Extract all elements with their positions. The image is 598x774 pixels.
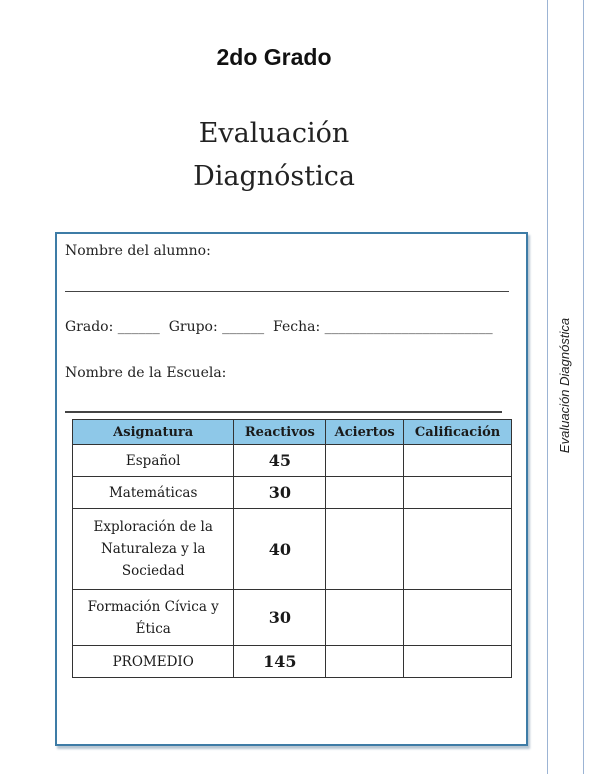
- grade-cell[interactable]: [404, 646, 512, 678]
- subtitle-line-1: Evaluación: [198, 118, 350, 149]
- grade-group-date-line: [65, 319, 493, 335]
- grade-cell[interactable]: [404, 477, 512, 509]
- table-header-row: [73, 420, 512, 445]
- table-row: [73, 477, 512, 509]
- table-row: [73, 590, 512, 646]
- grade-title: 2do Grado: [216, 44, 332, 70]
- header-items: Reactivos: [234, 420, 326, 445]
- grade-field[interactable]: Grado: ______: [65, 319, 160, 335]
- subject-cell: Exploración de la Naturaleza y la Sociedad: [73, 509, 234, 590]
- side-tab-left-border: [547, 0, 548, 774]
- items-cell: 30: [234, 590, 326, 646]
- subject-cell: Formación Cívica y Ética: [73, 590, 234, 646]
- side-tab-right-border: [583, 0, 584, 774]
- correct-cell[interactable]: [326, 445, 404, 477]
- table-row: [73, 445, 512, 477]
- header-subject: Asignatura: [73, 420, 234, 445]
- date-field[interactable]: Fecha: ________________________: [273, 319, 493, 335]
- table-row: [73, 646, 512, 678]
- grade-cell[interactable]: [404, 509, 512, 590]
- grade-cell[interactable]: [404, 590, 512, 646]
- table-row: [73, 509, 512, 590]
- grade-cell[interactable]: [404, 445, 512, 477]
- items-cell: 145: [234, 646, 326, 678]
- school-name-line[interactable]: [65, 411, 502, 413]
- group-field[interactable]: Grupo: ______: [168, 319, 265, 335]
- subject-cell: Español: [73, 445, 234, 477]
- correct-cell[interactable]: [326, 590, 404, 646]
- subtitle-line-2: Diagnóstica: [193, 161, 355, 192]
- items-cell: 40: [234, 509, 326, 590]
- subject-cell: Matemáticas: [73, 477, 234, 509]
- items-cell: 30: [234, 477, 326, 509]
- correct-cell[interactable]: [326, 646, 404, 678]
- student-name-line[interactable]: [65, 291, 509, 292]
- grades-table: [72, 419, 512, 678]
- header-grade: Calificación: [404, 420, 512, 445]
- subject-cell: PROMEDIO: [73, 646, 234, 678]
- student-name-label: Nombre del alumno:: [65, 243, 211, 259]
- correct-cell[interactable]: [326, 477, 404, 509]
- items-cell: 45: [234, 445, 326, 477]
- header-correct: Aciertos: [326, 420, 404, 445]
- side-tab: [550, 290, 580, 480]
- side-tab-label: Evaluación Diagnóstica: [557, 317, 573, 453]
- school-name-label: Nombre de la Escuela:: [65, 365, 227, 381]
- correct-cell[interactable]: [326, 509, 404, 590]
